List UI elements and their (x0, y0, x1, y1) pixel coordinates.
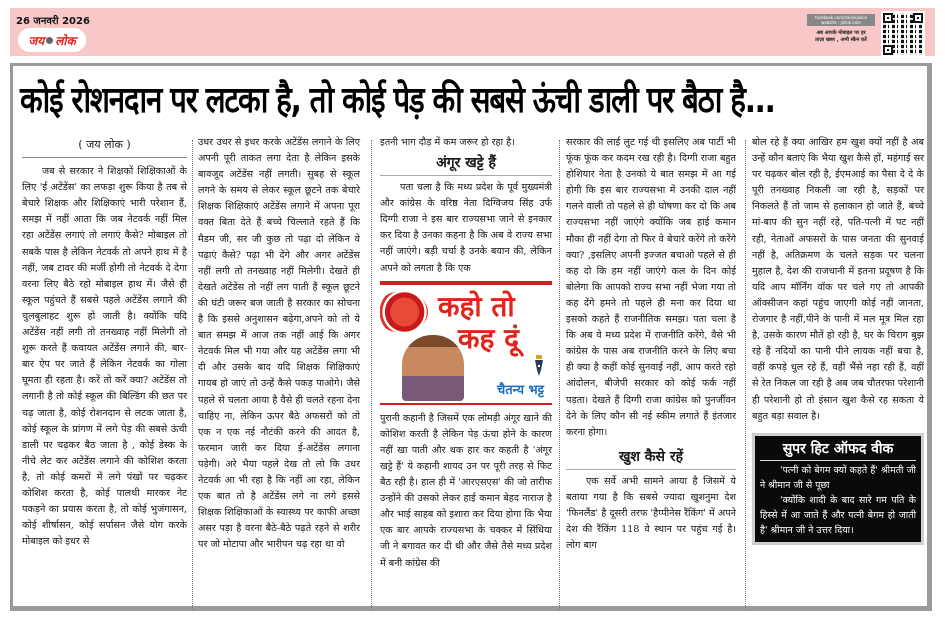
article-paragraph: सरकार की लाई लुट गई थी इसलिए अब पार्टी भी फूंक फूंक कर कदम रख रही है। दिग्गी राजा बहुत होशियार नेता है उनको ये बात समझ में आ गई होगी कि इस बार राज्यसभा में उनकी दाल नहीं गलने वाली तो पहले से ही घोषणा कर दो कि अब राज्यसभा नहीं जाएंगे क्योंकि जब हाई कमान मौका ही नहीं देगा तो फिर वे बेचारे करेंगे तो करेंगे क्या? ,इसलिए अपनी इज्जत बचाओ पहले से ही कह दो कि हम नहीं जाएंगे कल के दिन कोई बोलेगा कि आपको राज्य सभा नहीं भेजा गया तो कह देंगे हमने तो पहले ही मना कर दिया था इसको कहते हैं राजनीतिक समझ। पता चला है कि अब वे मध्य प्रदेश में राजनीति करेंगे, वैसे भी कांग्रेस के पास अब राजनीति करने के लिए बचा ही क्या है कहीं कोई सुनवाई नहीं, आप करते रहो आंदोलन, बीजेपी सरकार को कोई फर्क नहीं पड़ता। देखते हैं दिग्गी राजा कांग्रेस को पुनर्जीवन देने के लिए कौन सी नई स्कीम लगाते हैं इंतजार करना होगा। (566, 137, 736, 438)
scan-cta-line2: ताज़ा खबर , अभी स्कैन करें (815, 37, 867, 43)
subhead-divider (380, 175, 552, 176)
column-title-line2: कह दूं (458, 321, 519, 355)
article-column-4 (566, 135, 736, 554)
super-hit-title: सुपर हिट ऑफद वीक (760, 438, 916, 461)
column-title-line1: कहो तो (438, 289, 515, 323)
column-feature-banner (380, 281, 552, 405)
logo-text-left: जय (28, 33, 45, 48)
fountain-pen-icon (534, 355, 544, 377)
author-photo (402, 335, 464, 401)
article-paragraph: पुरानी कहानी है जिसमें एक लोमड़ी अंगूर खाने की कोशिश करती है लेकिन पेड़ ऊंचा होने के कारण नहीं खा पाती और थक हार कर कहती है 'अंगूर खट्टे हैं' ये कहानी शायद उन पर पूरी तरह से फिट बैठ रही है। हाल ही में 'आरएसएस' की जो तारीफ उन्होंने की उसको लेकर हाई कमान बेहद नाराज है और भाई साहब को इशारा कर दिया होगा कि भैया एक बार आपके राज्यसभा के चक्कर में सिंधिया जी ने बगावत कर दी थी और जैसे तैसे मध्य प्रदेश में बनी कांग्रेस की (380, 412, 552, 569)
page-headline: कोई रोशनदान पर लटका है, तो कोई पेड़ की सबसे ऊंची डाली पर बैठा है... (20, 80, 775, 121)
qr-corner (913, 13, 923, 23)
masthead (10, 8, 935, 56)
byline: ( जय लोक ) (78, 138, 131, 151)
newspaper-logo[interactable] (18, 28, 86, 52)
article-paragraph: पता चला है कि मध्य प्रदेश के पूर्व मुख्यमंत्री और कांग्रेस के वरिष्ठ नेता दिग्विजय सिंह उर्फ दिग्गी राजा ने इस बार राज्यसभा जाने से इनकार कर दिया है उनका कहना है कि अब वे राज्य सभा नहीं जाएंगे। बड़ी चर्चा है उनके बयान की, लेकिन अपने को लगता है कि एक (380, 182, 552, 274)
decorative-swirl-icon (380, 291, 428, 333)
scan-cta (807, 30, 875, 44)
promo-block (807, 14, 875, 44)
qr-code-icon[interactable] (881, 11, 925, 57)
joke-line: 'क्योंकि शादी के बाद सारे गम पति के हिस्से में आ जाते हैं और पत्नी बेगम हो जाती है' श्रीमान जी ने उत्तर दिया। (760, 494, 916, 536)
qr-corner (883, 13, 893, 23)
article-column-3 (380, 135, 552, 572)
globe-icon (46, 37, 53, 44)
article-paragraph: बोल रहे हैं क्या आखिर हम खुश क्यों नहीं है अब उन्हें कौन बताएं कि भैया खुश कैसे हों, महंगाई सर पर चढ़कर बोल रही है, ईएमआई का पैसा दे दे के पूरी तनख्वाह निकली जा रही है, सड़कों पर निकलते हैं तो जाम से हलाकान हो जाते हैं, बच्चे मां-बाप की सुन नहीं रहे, पति-पत्नी में पट नहीं रही, नेताओं अफसरों के पास जनता की सुनवाई नहीं है, अतिक्रमण के चलते सड़क पर चलना मुहाल है, देश की राजधानी में इतना प्रदूषण है कि यदि आप मॉर्निंग वॉक पर चले गए तो आपकी ऑक्सीजन कहां पहुंच जाएगी कोई नहीं जानता, रोजगार है नहीं,पीने के पानी में मल मूत्र मिल रहा है, उसके कारण मौतें हो रही है, घर के चिराग बुझ रहे हैं नदियों का पानी पीने लायक नहीं बचा है, वहीं कपड़े धुल रहे हैं, वहीं भैंसे नहा रही हैं, वहीं से रेत निकल जा रही है अब जब चौतरफा परेशानी ही परेशानी हो तो इंसान खुश कैसे रह सकता ये बहुत बड़ा सवाल है। (752, 137, 924, 422)
scan-cta-line1: अब आपके मोबाइल पर हर (816, 30, 866, 36)
issue-date: 26 जनवरी 2026 (16, 16, 90, 27)
column-divider (371, 140, 372, 610)
super-hit-box (752, 433, 924, 545)
article-paragraph: इतनी भाग दौड़ में कम जरूर हो रहा है। (380, 137, 515, 148)
qr-corner (883, 45, 893, 55)
column-author-name: चैतन्य भट्ट (496, 382, 544, 398)
article-column-2 (198, 135, 360, 553)
article-column-5 (752, 135, 924, 545)
article-paragraph: उधर उधर से इधर करके अटेंडेंस लगाने के लिए अपनी पूरी ताकत लगा देता है लेकिन इसके बावजूद अटेंडेंस नहीं लगती। सुबह से स्कूल लगने के समय से लेकर स्कूल छूटने तक बेचारे शिक्षक शिक्षिकाएं अटेंडेंस लगाने में अपना पूरा वक्त बिता देते हैं बच्चे चिल्लाते रहते हैं कि मैडम जी, सर जी कुछ तो पढ़ा दो लेकिन वे पढ़ाएं कैसे? पढ़ा भी देंगे और अगर अटेंडेंस नहीं लगी तो तनख्वाह नहीं मिलेगी। देखते ही देखते अटेंडेंस तो नहीं लग पाती हैं स्कूल छूटने की घंटी जरूर बज जाती है सरकार का सोचना है कि इससे अनुशासन बढ़ेगा,अपने को तो ये बात समझ में आज तक नहीं आई कि अगर नेटवर्क मिल भी गया और यह अटेंडेंस लगा भी दी और उसके बाद यदि शिक्षक शिक्षिकाएं गायब हो जाएं तो उन्हें कैसे पकड़ पाओगे। जैसे पहले से चलता आया है वैसे ही चलते रहना देना चाहिए ना, लेकिन ऊपर बैठे अफसरों को तो एक न एक नई नौटंकी करने की आदत है, फरमान जारी कर दिया ई-अटेंडेंस लगाना पड़ेगी। अरे भैया पहले देख तो लो कि उधर नेटवर्क आ भी रहा है कि नहीं आ रहा, लेकिन एक बात तो है अटेंडेंस लगे ना लगे इससे शिक्षक शिक्षिकाओं के स्वास्थ्य पर काफी अच्छा असर पड़ा है वरना बैठे-बैठे पढ़ते रहने से शरीर पर जो मोटापा और भारीपन चढ़ रहा था वो (198, 137, 360, 551)
section-subhead: अंगूर खट्टे हैं (436, 155, 496, 172)
subhead-divider (566, 469, 736, 470)
column-divider (559, 140, 560, 610)
article-column-1 (22, 135, 187, 550)
column-divider (745, 140, 746, 610)
logo-text-right: लोक (55, 33, 76, 48)
byline-divider (22, 157, 187, 158)
column-divider (192, 140, 193, 610)
article-paragraph: जब से सरकार ने शिक्षकों शिक्षिकाओं के लिए 'ई अटेंडेंस' का लफड़ा शुरू किया है तब से बेचारे शिक्षक और शिक्षिकाएं भारी परेशान हैं, समझ में नहीं आता कि जब नेटवर्क नहीं मिल रहा अटेंडेंस लगाएं तो लगाएं कैसे? मोबाइल तो सबके पास है लेकिन नेटवर्क तो अपने हाथ में है नहीं, जब टावर की मर्जी होगी तो नेटवर्क दे देगा वरना लिए बैठे रहो मोबाइल हाथ में। जैसे ही स्कूल पहुंचते हैं सबसे पहले अटेंडेंस लगाने की चुलबुलाहट शुरू हो जाती है। क्योंकि यदि अटेंडेंस नहीं लगी तो तनख्वाह नहीं मिलेगी तो शुरू करते हैं कवायत अटेंडेंस लगाने की, बार-बार ऐप पर जाते हैं लेकिन नेटवर्क का गोला घूमता ही रहता है। करें तो करें क्या? अटेंडेंस तो लगानी है तो कोई स्कूल की बिल्डिंग की छत पर चढ़ जाता है, कोई रोशनदान से लटक जाता है, कोई स्कूल के प्रांगण में लगे पेड़ की सबसे ऊंची डाली पर चढ़कर बैठ जाता है , कोई डेस्क के नीचे लेट कर अटेंडेंस लगाने की कोशिश करता है, तो कोई कमरों में लगे पंखों पर चढ़कर कोशिश करता है, कोई पालथी मारकर नेट पकड़ने का प्रयास करता है, तो कोई भुजंगासन, कोई शीर्षासन, कोई सर्पासन जैसे योग करके मोबाइल को इधर से (22, 166, 187, 548)
article-paragraph: एक सर्वे अभी सामने आया है जिसमें ये बताया गया है कि सबसे ज्यादा खुशनुमा देश 'फिनलैंड' है दूसरी तरफ 'हैप्पीनेस रैंकिंग' में अपने देश की रैंकिंग 118 वे स्थान पर पहुंच गई है। लोग बाग (566, 475, 736, 552)
facebook-link[interactable]: facebook.com/dainikjailok (814, 15, 868, 20)
social-badge[interactable] (807, 14, 875, 26)
website-link[interactable]: website - jailok.com (821, 20, 861, 25)
section-subhead: खुश कैसे रहें (618, 448, 684, 465)
joke-line: 'पत्नी को बेगम क्यों कहते हैं' श्रीमती जी ने श्रीमान जी से पूछा (760, 464, 916, 491)
